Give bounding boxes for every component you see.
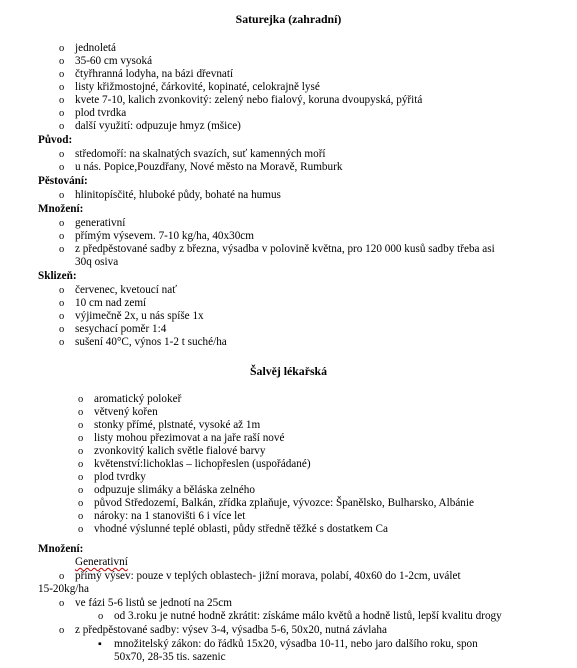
list-bullet: o [59, 598, 65, 609]
list-bullet: o [78, 511, 84, 522]
list-bullet: o [59, 218, 65, 229]
list-item: z předpěstované sadby: výsev 3-4, výsadba 5-6, 50x20, nutná závlaha [75, 624, 387, 636]
section-heading-mnozeni-salvej: Množení: [38, 543, 84, 555]
list-bullet: o [59, 95, 65, 106]
list-item: plod tvrdky [94, 471, 146, 483]
list-bullet: o [59, 311, 65, 322]
list-item: z předpěstované sadby z března, výsadba v polovině května, pro 120 000 kusů sadby třeba asi [75, 243, 495, 255]
list-bullet: o [59, 149, 65, 160]
list-item: aromatický polokeř [94, 393, 182, 405]
list-item: stonky přímé, plstnaté, vysoké až 1m [94, 419, 261, 431]
list-item: výjimečně 2x, u nás spíše 1x [75, 310, 204, 322]
section-title-saturejka: Saturejka (zahradní) [235, 12, 342, 26]
list-bullet: o [78, 407, 84, 418]
list-bullet: o [59, 69, 65, 80]
list-item: generativní [75, 217, 126, 229]
list-bullet: o [78, 472, 84, 483]
list-item: zvonkovitý kalich světle fialové barvy [94, 445, 266, 457]
sublist-bullet: o [98, 611, 104, 622]
sublist-item: od 3.roku je nutné hodně zkrátit: získáme málo květů a hodně listů, lepší kvalitu drogy [114, 610, 502, 622]
list-bullet: o [59, 162, 65, 173]
list-item: květenství:lichoklas – lichopřeslen (uspořádané) [94, 458, 311, 470]
list-item: červenec, kvetoucí nať [75, 284, 177, 296]
list-bullet: o [59, 324, 65, 335]
list-item: nároky: na 1 stanovišti 6 i více let [94, 510, 246, 522]
list-bullet: o [78, 459, 84, 470]
list-item: kvete 7-10, kalich zvonkovitý: zelený nebo fialový, koruna dvoupyská, pýřitá [75, 94, 423, 106]
list-item: hlinitopísčité, hluboké půdy, bohaté na humus [75, 189, 281, 201]
list-bullet: o [78, 498, 84, 509]
list-item: původ Středozemí, Balkán, zřídka zplaňuje, vývozce: Španělsko, Bulharsko, Albánie [94, 497, 474, 509]
list-item: sesychací poměr 1:4 [75, 323, 167, 335]
list-item: ve fázi 5-6 listů se jednotí na 25cm [75, 597, 232, 609]
list-bullet: o [78, 394, 84, 405]
list-item: středomoří: na skalnatých svazích, suť kamenných moří [75, 148, 326, 160]
list-bullet: o [59, 244, 65, 255]
sublist-item: množitelský zákon: do řádků 15x20, výsadba 10-11, nebo jaro dalšího roku, spon [114, 638, 478, 650]
list-bullet: o [59, 337, 65, 348]
list-item: listy křižmostojné, čárkovité, kopinaté, celokrajně lysé [75, 81, 320, 93]
list-item: 35-60 cm vysoká [75, 55, 153, 67]
section-heading-pestovani: Pěstování: [38, 175, 88, 187]
list-bullet: o [78, 433, 84, 444]
list-bullet: o [78, 524, 84, 535]
list-item: čtyřhranná lodyha, na bázi dřevnatí [75, 68, 234, 80]
list-item: plod tvrdka [75, 107, 127, 119]
list-bullet: o [59, 56, 65, 67]
list-bullet: o [59, 571, 65, 582]
list-bullet: o [78, 485, 84, 496]
sublist-item-continuation: 50x70, 28-35 tis. sazenic [114, 651, 226, 663]
list-item: přímý výsev: pouze v teplých oblastech- jižní morava, polabí, 40x60 do 1-2cm, uválet [75, 570, 461, 582]
list-bullet: o [59, 108, 65, 119]
list-bullet: o [59, 285, 65, 296]
list-item: sušení 40°C, výnos 1-2 t suché/ha [75, 336, 227, 348]
list-bullet: o [78, 420, 84, 431]
list-bullet: o [59, 298, 65, 309]
list-item: odpuzuje slimáky a běláska zelného [94, 484, 255, 496]
list-bullet: o [59, 43, 65, 54]
sublist-bullet: ▪ [98, 639, 102, 650]
list-item: přímým výsevem. 7-10 kg/ha, 40x30cm [75, 230, 254, 242]
list-item-continuation: 15-20kg/ha [38, 583, 89, 595]
list-bullet: o [59, 82, 65, 93]
list-bullet: o [59, 231, 65, 242]
list-item: listy mohou přezimovat a na jaře raší nové [94, 432, 285, 444]
list-bullet: o [59, 625, 65, 636]
list-bullet: o [59, 190, 65, 201]
list-item-continuation: 30q osiva [75, 256, 119, 268]
list-bullet: o [78, 446, 84, 457]
list-bullet: o [59, 121, 65, 132]
section-heading-puvod: Původ: [38, 134, 73, 146]
list-item: 10 cm nad zemí [75, 297, 147, 309]
subheading-generativni: Generativní [75, 556, 128, 568]
section-heading-sklizen: Sklizeň: [38, 270, 77, 282]
list-item: další využití: odpuzuje hmyz (mšice) [75, 120, 241, 132]
section-heading-mnozeni: Množení: [38, 203, 84, 215]
list-item: vhodné výslunné teplé oblasti, půdy středně těžké s dostatkem Ca [94, 523, 388, 535]
section-title-salvej: Šalvěj lékařská [249, 364, 327, 378]
list-item: jednoletá [75, 42, 117, 54]
list-item: větvený kořen [94, 406, 158, 418]
list-item: u nás. Popice,Pouzdřany, Nové město na Moravě, Rumburk [75, 161, 343, 173]
